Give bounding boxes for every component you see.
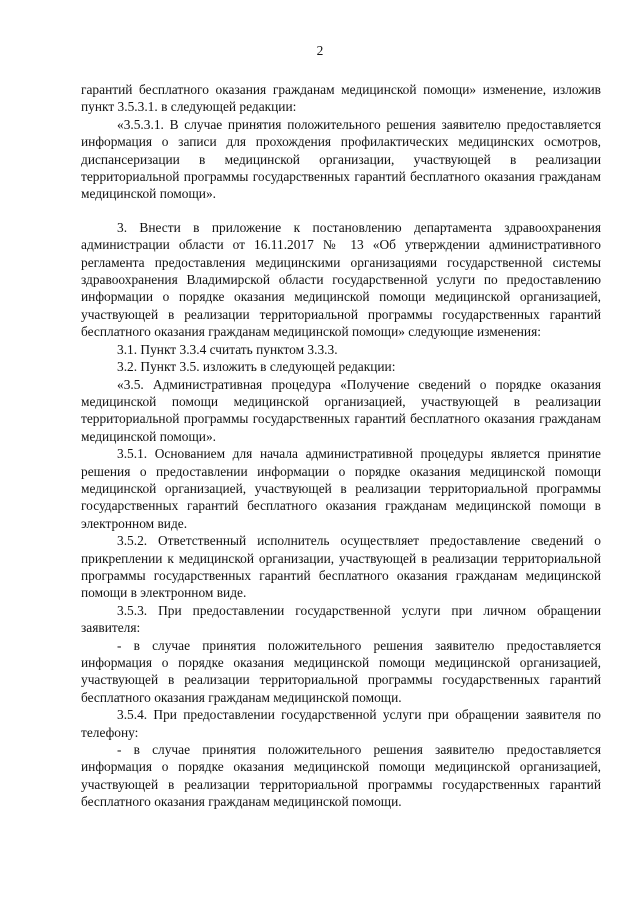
paragraph-item-3-5-4: 3.5.4. При предоставлении государственной услуги при обращении заявителя по телефону: [81,707,601,740]
paragraph-item-3-5-3-bullet: - в случае принятия положительного решения заявителю предоставляется информация о порядке оказания медицинской помощи медицинской организацией, участвующей в реализации территориальной программы государственных гарантий бесплатного оказания гражданам медицинской помощи. [81,637,601,705]
paragraph-item-3-5: «3.5. Административная процедура «Получение сведений о порядке оказания медицинской помощи медицинской организацией, участвующей в реализации территориальной программы государственных гарантий бесплатного оказания гражданам медицинской помощи». [81,376,601,444]
paragraph-item-3-5-4-bullet: - в случае принятия положительного решения заявителю предоставляется информация о порядке оказания медицинской помощи медицинской организацией, участвующей в реализации территориальной программы государственных гарантий бесплатного оказания гражданам медицинской помощи. [81,742,601,810]
paragraph-item-3-2: 3.2. Пункт 3.5. изложить в следующей редакции: [117,359,396,375]
paragraph-item-3-1: 3.1. Пункт 3.3.4 считать пунктом 3.3.3. [117,341,338,357]
paragraph-item-3-5-3: 3.5.3. При предоставлении государственной услуги при личном обращении заявителя: [81,602,601,636]
paragraph-item-3-5-2: 3.5.2. Ответственный исполнитель осуществляет предоставление сведений о прикреплении к медицинской организации, участвующей в реализации территориальной программы государственных гарантий бесплатного оказания гражданам медицинской помощи в электронном виде. [81,533,601,601]
paragraph-section-3: 3. Внести в приложение к постановлению департамента здравоохранения администрации области от 16.11.2017 № 13 «Об утверждении административного регламента предоставления медицинскими организациями государственной системы здравоохранения Владимирской области государственной услуги по предоставлению информации о порядке оказания медицинской помощи медицинской организацией, участвующей в реализации территориальной программы государственных гарантий бесплатного оказания гражданам медицинской помощи» следующие изменения: [81,219,601,340]
paragraph-item-3-5-1: 3.5.1. Основанием для начала административной процедуры является принятие решения о предоставлении информации о порядке оказания медицинской помощи медицинской организацией, участвующей в реализации территориальной программы государственных гарантий бесплатного оказания гражданам медицинской помощи в электронном виде. [81,446,601,531]
document-body [81,81,601,811]
paragraph-intro-continuation: гарантий бесплатного оказания гражданам медицинской помощи» изменение, изложив пункт 3.5.3.1. в следующей редакции: [81,82,601,115]
paragraph-item-3-5-3-1: «3.5.3.1. В случае принятия положительного решения заявителю предоставляется информация о записи для прохождения профилактических медицинских осмотров, диспансеризации в медицинской организации, участвующей в реализации территориальной программы государственных гарантий бесплатного оказания гражданам медицинской помощи». [81,116,601,202]
page-number: 2 [316,43,324,58]
